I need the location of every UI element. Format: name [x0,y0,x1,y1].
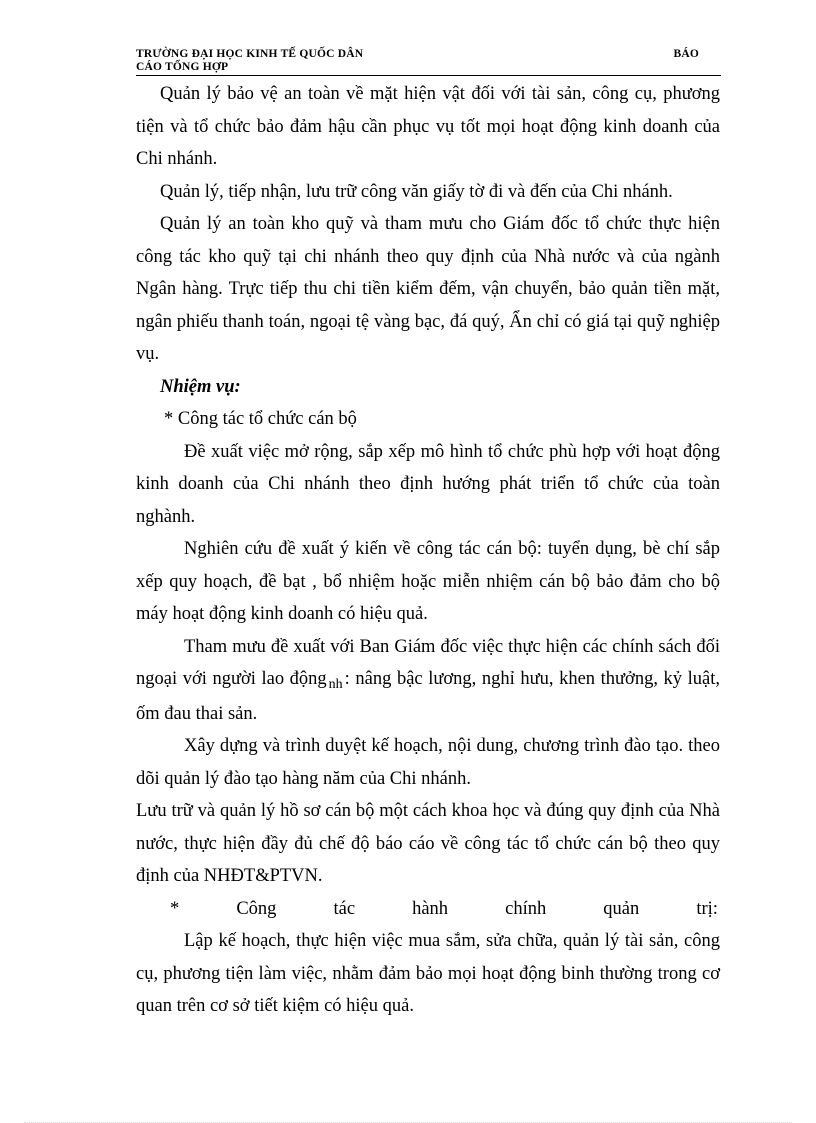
page-header [136,48,721,76]
paragraph: Quản lý, tiếp nhận, lưu trữ công văn giấy tờ đi và đến của Chi nhánh. [160,181,673,202]
subscript-text: nh [328,677,343,692]
paragraph: Lập kế hoạch, thực hiện việc mua sắm, sửa chữa, quản lý tài sản, công cụ, phương tiện làm việc, nhằm đảm bảo mọi hoạt động binh thường trong cơ quan trên cơ sở tiết kiệm có hiệu quả. [136,931,720,1016]
paragraph-text: Tham mưu đề xuất với Ban Giám đốc việc thực hiện các chính sách đối ngoại với người lao động [136,636,720,689]
document-body [136,78,720,1023]
paragraph: Quản lý bảo vệ an toàn về mặt hiện vật đối với tài sản, công cụ, phương tiện và tổ chức bảo đảm hậu cần phục vụ tốt mọi hoạt động kinh doanh của Chi nhánh. [136,84,720,169]
paragraph: Quản lý an toàn kho quỹ và tham mưu cho Giám đốc tổ chức thực hiện công tác kho quỹ tại chi nhánh theo quy định của Nhà nước và của ngành Ngân hàng. Trực tiếp thu chi tiền kiểm đếm, vận chuyển, bảo quản tiền mặt, ngân phiếu thanh toán, ngoại tệ vàng bạc, đá quý, Ẩn chỉ có giá tại quỹ nghiệp vụ. [136,214,720,364]
paragraph: Xây dựng và trình duyệt kế hoạch, nội dung, chương trình đào tạo. theo dõi quản lý đào tạo hàng năm của Chi nhánh. [136,736,720,789]
header-school-name: TRƯỜNG ĐẠI HỌC KINH TẾ QUỐC DÂN [136,48,364,60]
bullet-word: trị: [696,898,718,919]
bullet-word: Công [236,898,277,919]
bullet-item [136,893,720,926]
section-heading: Nhiệm vụ: [160,376,241,397]
header-report-label: BÁO [673,48,699,60]
bullet-word: * [170,898,180,919]
bullet-word: quản [603,898,640,919]
bullet-item: * Công tác tổ chức cán bộ [164,409,357,429]
paragraph: Nghiên cứu đề xuất ý kiến về công tác cán bộ: tuyển dụng, bè chí sắp xếp quy hoạch, đề bạt , bổ nhiệm hoặc miễn nhiệm cán bộ bảo đảm cho bộ máy hoạt động kinh doanh có hiệu quả. [136,539,720,624]
bullet-word: tác [333,898,356,919]
paragraph: Đề xuất việc mở rộng, sắp xếp mô hình tổ chức phù hợp với hoạt động kinh doanh của Chi nhánh theo định hướng phát triển tổ chức của toàn nghành. [136,441,720,527]
header-report-label-cont: CÁO TỔNG HỢP [136,61,229,73]
bullet-word: chính [505,898,547,919]
paragraph-text: : nâng bậc lương, nghỉ hưu, khen thưởng, kỷ luật, ốm đau thai sản. [136,669,720,724]
paragraph [136,631,720,731]
bullet-word: hành [412,898,449,919]
paragraph: Lưu trữ và quản lý hồ sơ cán bộ một cách khoa học và đúng quy định của Nhà nước, thực hiện đầy đủ chế độ báo cáo về công tác tổ chức cán bộ theo quy định của NHĐT&PTVN. [136,801,720,886]
